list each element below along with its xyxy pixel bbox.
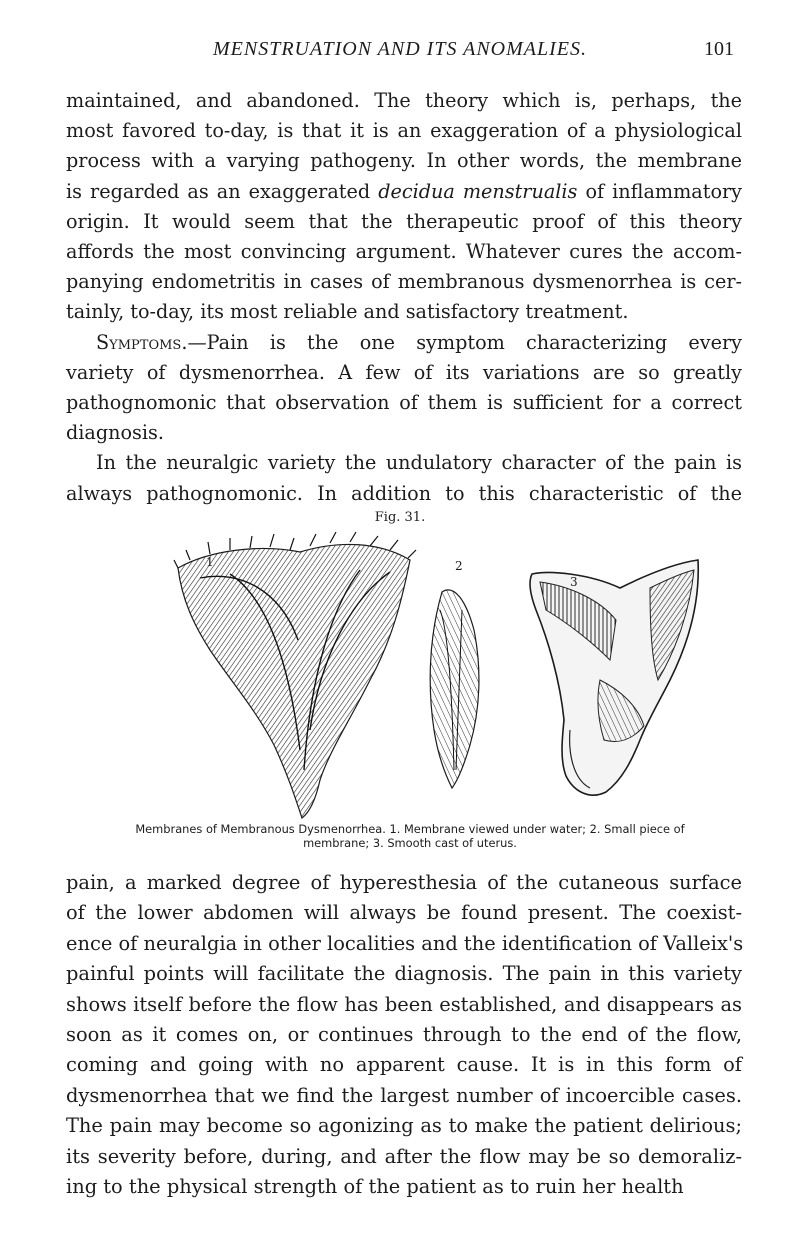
page-number: 101 — [704, 38, 734, 60]
text-line: of the lower abdomen will always be found present. The coexist- — [66, 901, 742, 925]
text-line: is regarded as an exaggerated decidua menstrualis of inflammatory — [66, 179, 743, 203]
text-line: origin. It would seem that the therapeutic proof of this theory — [66, 209, 742, 233]
running-title: MENSTRUATION AND ITS ANOMALIES. — [213, 38, 587, 60]
figure-caption — [70, 822, 750, 850]
text-line: its severity before, during, and after the flow may be so demoraliz- — [66, 1144, 742, 1168]
text-line: In the neuralgic variety the undulatory character of the pain is — [96, 451, 742, 475]
text-line: variety of dysmenorrhea. A few of its variations are so greatly — [66, 360, 742, 384]
text-line: affords the most convincing argument. Whatever cures the accom- — [66, 240, 742, 264]
text-line: diagnosis. — [66, 421, 164, 445]
latin-term: decidua menstrualis — [378, 179, 578, 203]
text-line: most favored to-day, is that it is an exaggeration of a physiological — [66, 119, 742, 143]
figure-number-3: 3 — [570, 575, 578, 589]
caption-line: membrane; 3. Smooth cast of uterus. — [303, 836, 517, 850]
figure-number-2: 2 — [455, 559, 463, 573]
figure-number-1: 1 — [206, 555, 214, 569]
text-line: ing to the physical strength of the patient as to ruin her health — [66, 1175, 684, 1199]
running-head — [66, 38, 734, 70]
lower-text-block — [66, 868, 742, 1202]
text-line: maintained, and abandoned. The theory which is, perhaps, the — [66, 89, 742, 112]
upper-text-block — [66, 86, 742, 509]
text-line: pathognomonic that observation of them is sufficient for a correct — [66, 391, 742, 415]
text-line: panying endometritis in cases of membranous dysmenorrhea is cer- — [66, 270, 742, 294]
caption-line: Membranes of Membranous Dysmenorrhea. 1. Membrane viewed under water; 2. Small piece of — [135, 822, 685, 836]
text-line: tainly, to-day, its most reliable and satisfactory treatment. — [66, 300, 629, 324]
text-line: always pathognomonic. In addition to this characteristic of the — [66, 481, 742, 505]
symptoms-heading: Symptoms. — [96, 330, 188, 354]
uterus-cast — [530, 560, 698, 795]
figure-label: Fig. 31. — [374, 510, 426, 525]
text-line: Symptoms.—Pain is the one symptom characterizing every — [96, 330, 742, 354]
text-line: painful points will facilitate the diagnosis. The pain in this variety — [66, 962, 742, 986]
text-line: ence of neuralgia in other localities and the identification of Valleix's — [66, 931, 744, 955]
membrane-under-water — [174, 532, 416, 818]
text-line: process with a varying pathogeny. In other words, the membrane — [66, 149, 742, 173]
text-line: The pain may become so agonizing as to make the patient delirious; — [66, 1114, 742, 1138]
text-line: soon as it comes on, or continues through to the end of the flow, — [66, 1023, 742, 1047]
text-line: shows itself before the flow has been established, and disappears as — [66, 992, 742, 1016]
small-membrane-piece — [430, 590, 479, 788]
membrane-engraving — [170, 530, 720, 820]
text-line: dysmenorrhea that we find the largest number of incoercible cases. — [66, 1083, 742, 1107]
text-line: pain, a marked degree of hyperesthesia of the cutaneous surface — [66, 871, 742, 894]
figure-illustration — [170, 530, 720, 820]
text-line: coming and going with no apparent cause. It is in this form of — [66, 1053, 742, 1077]
